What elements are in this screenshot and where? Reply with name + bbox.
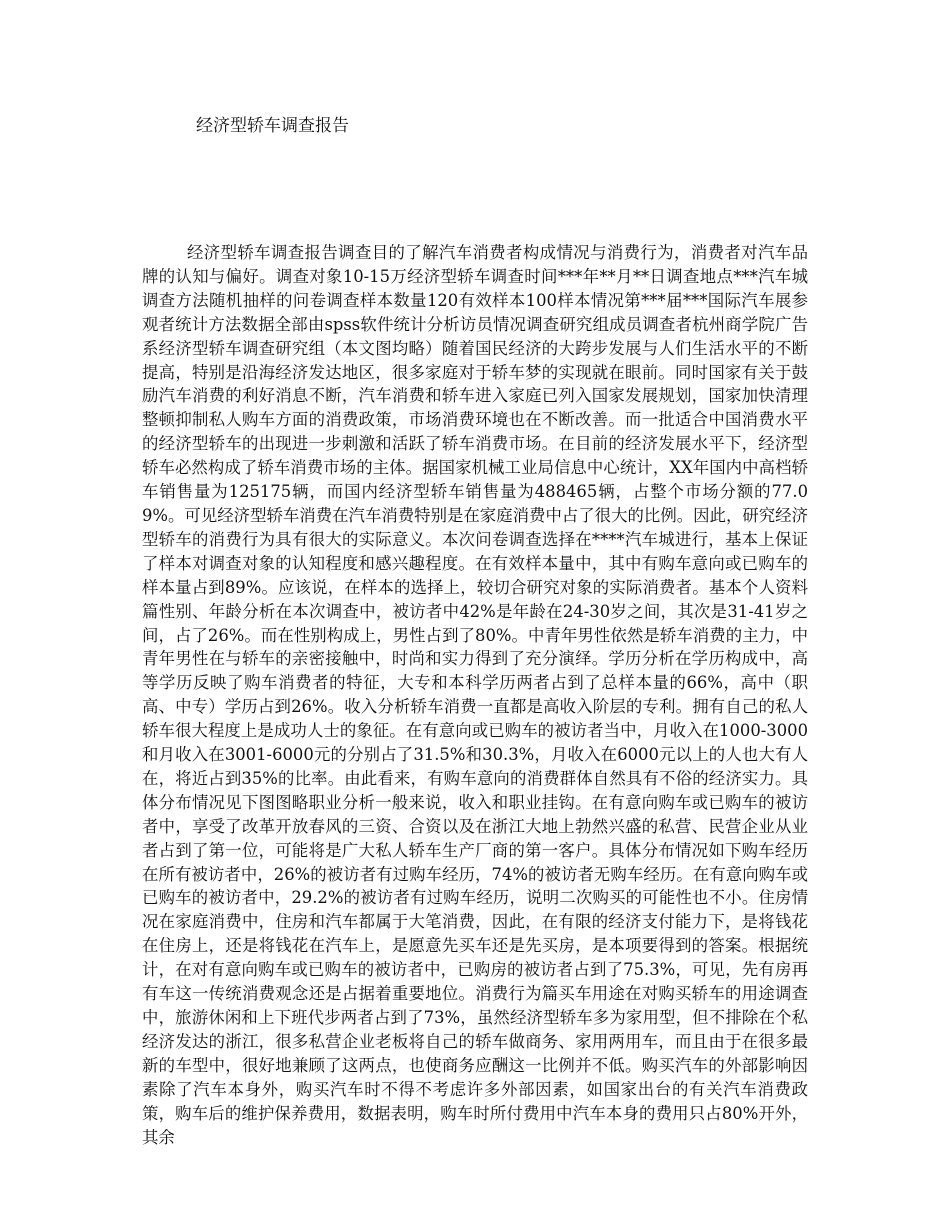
document-body-paragraph: 经济型轿车调查报告调查目的了解汽车消费者构成情况与消费行为，消费者对汽车品牌的认知与偏好。调查对象10-15万经济型轿车调查时间***年**月**日调查地点***汽车城调查方法随机抽样的问卷调查样本数量120有效样本100样本情况第***届***国际汽车展参观者统计方法数据全部由spss软件统计分析访员情况调查研究组成员调查者杭州商学院广告系经济型轿车调查研究组（本文图均略）随着国民经济的大跨步发展与人们生活水平的不断提高，特别是沿海经济发达地区，很多家庭对于轿车梦的实现就在眼前。同时国家有关于鼓励汽车消费的利好消息不断，汽车消费和轿车进入家庭已列入国家发展规划，国家加快清理整顿抑制私人购车方面的消费政策，市场消费环境也在不断改善。而一批适合中国消费水平的经济型轿车的出现进一步刺激和活跃了轿车消费市场。在目前的经济发展水平下，经济型轿车必然构成了轿车消费市场的主体。据国家机械工业局信息中心统计，XX年国内中高档轿车销售量为125175辆，而国内经济型轿车销售量为488465辆，占整个市场分额的77.09%。可见经济型轿车消费在汽车消费特别是在家庭消费中占了很大的比例。因此，研究经济型轿车的消费行为具有很大的实际意义。本次问卷调查选择在****汽车城进行，基本上保证了样本对调查对象的认知程度和感兴趣程度。在有效样本量中，其中有购车意向或已购车的样本量占到89%。应该说，在样本的选择上，较切合研究对象的实际消费者。基本个人资料篇性别、年龄分析在本次调查中，被访者中42%是年龄在24-30岁之间，其次是31-41岁之间，占了26%。而在性别构成上，男性占到了80%。中青年男性依然是轿车消费的主力，中青年男性在与轿车的亲密接触中，时尚和实力得到了充分演绎。学历分析在学历构成中，高等学历反映了购车消费者的特征，大专和本科学历两者占到了总样本量的66%，高中（职高、中专）学历占到26%。收入分析轿车消费一直都是高收入阶层的专利。拥有自己的私人轿车很大程度上是成功人士的象征。在有意向或已购车的被访者当中，月收入在1000-3000和月收入在3001-6000元的分别占了31.5%和30.3%，月收入在6000元以上的人也大有人在，将近占到35%的比率。由此看来，有购车意向的消费群体自然具有不俗的经济实力。具体分布情况见下图图略职业分析一般来说，收入和职业挂钩。在有意向购车或已购车的被访者中，享受了改革开放春风的三资、合资以及在浙江大地上勃然兴盛的私营、民营企业从业者占到了第一位，可能将是广大私人轿车生产厂商的第一客户。具体分布情况如下购车经历在所有被访者中，26%的被访者有过购车经历，74%的被访者无购车经历。在有意向购车或已购车的被访者中，29.2%的被访者有过购车经历，说明二次购买的可能性也不小。住房情况在家庭消费中，住房和汽车都属于大笔消费，因此，在有限的经济支付能力下，是将钱花在住房上，还是将钱花在汽车上，是愿意先买车还是先买房，是本项要得到的答案。根据统计，在对有意向购车或已购车的被访者中，已购房的被访者占到了75.3%，可见，先有房再有车这一传统消费观念还是占据着重要地位。消费行为篇买车用途在对购买轿车的用途调查中，旅游休闲和上下班代步两者占到了73%，虽然经济型轿车多为家用型，但不排除在个私经济发达的浙江，很多私营企业老板将自己的轿车做商务、家用两用车，而且由于在很多最新的车型中，很好地兼顾了这两点，也使商务应酬这一比例并不低。购买汽车的外部影响因素除了汽车本身外，购买汽车时不得不考虑许多外部因素，如国家出台的有关汽车消费政策，购车后的维护保养费用，数据表明，购车时所付费用中汽车本身的费用只占80%开外，其余 bbox=[142, 243, 808, 1147]
document-title: 经济型轿车调查报告 bbox=[196, 116, 349, 136]
